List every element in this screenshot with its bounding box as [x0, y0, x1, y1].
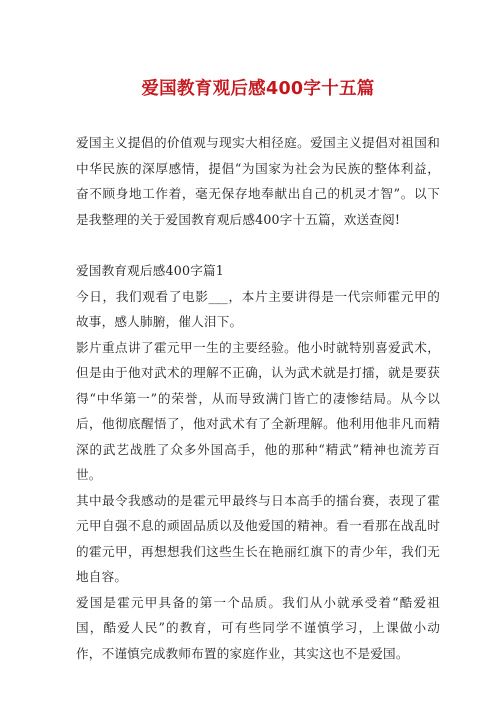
body-paragraph-2: 影片重点讲了霍元甲一生的主要经验。他小时就特别喜爱武术，但是由于他对武术的理解不正确，认为武术就是打擂，就是要获得“中华第一”的荣誉，从而导致满门皆亡的凄惨结局。从今以后，他彻底醒悟了，他对武术有了全新理解。他利用他非凡而精深的武艺战胜了众多外国高手，他的那种“精武”精神也流芳百世。: [76, 339, 440, 482]
body-paragraph-1: 今日，我们观看了电影___，本片主要讲得是一代宗师霍元甲的故事，感人肺腑，催人泪下。: [76, 288, 440, 329]
document-title: 爱国教育观后感400字十五篇: [141, 79, 375, 99]
body-paragraph-3: 其中最令我感动的是霍元甲最终与日本高手的擂台赛，表现了霍元甲自强不息的顽固品质以及他爱国的精神。看一看那在战乱时的霍元甲，再想想我们这些生长在艳丽红旗下的青少年，我们无地自容。: [76, 492, 440, 584]
section-heading: 爱国教育观后感400字篇1: [76, 263, 224, 278]
body-paragraph-4: 爱国是霍元甲具备的第一个品质。我们从小就承受着“酷爱祖国，酷爱人民”的教育，可有些同学不谨慎学习，上课做小动作，不谨慎完成教师布置的家庭作业，其实这也不是爱国。: [76, 594, 440, 661]
intro-paragraph: 爱国主义提倡的价值观与现实大相径庭。爱国主义提倡对祖国和中华民族的深厚感情，提倡“为国家为社会为民族的整体利益，奋不顾身地工作着，毫无保存地奉献出自己的机灵才智”。以下是我整理的关于爱国教育观后感400字十五篇，欢送查阅!: [76, 135, 440, 227]
